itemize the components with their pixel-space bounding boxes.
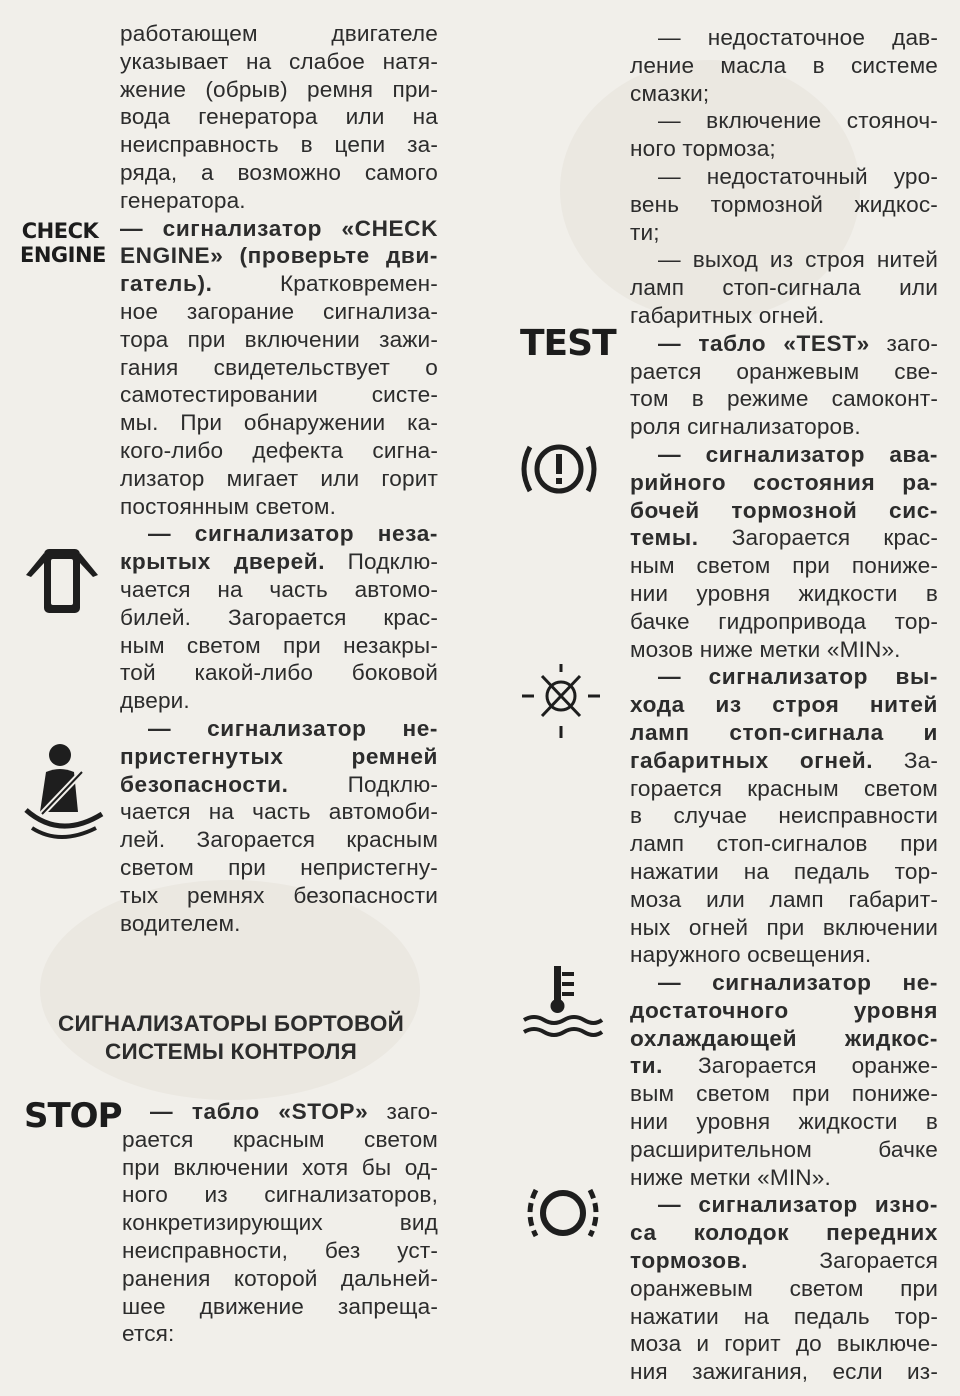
text-line: ранения которой дальней- <box>122 1265 438 1291</box>
text-line: в случае неисправности <box>630 803 938 829</box>
text-line: неисправности, без уст- <box>122 1237 438 1263</box>
seatbelt-icon <box>20 742 108 846</box>
text-line: роля сигнализаторов. <box>630 414 861 440</box>
text-line: рается красным светом <box>122 1126 438 1152</box>
text-line <box>630 1247 938 1275</box>
section-heading <box>24 1010 438 1066</box>
text-fragment: заго- <box>886 330 938 356</box>
text-line: лей. Загорается красным <box>120 827 438 853</box>
coolant-title: достаточного уровня <box>630 997 938 1023</box>
text-line: ным светом при пониже- <box>630 553 938 579</box>
text-line: нажатии на педаль тор- <box>630 858 938 884</box>
text-line: бачке гидропривода тор- <box>630 608 938 634</box>
coolant-title: ти. <box>630 1053 664 1079</box>
text-line <box>122 1098 438 1126</box>
brake-title: темы. <box>630 525 699 551</box>
text-line: — недостаточный уро- <box>658 163 938 189</box>
text-line <box>630 1052 938 1080</box>
pads-title: тормозов. <box>630 1248 749 1274</box>
text-line: той какой-либо боковой <box>120 660 438 686</box>
text-line <box>120 270 438 298</box>
text-line: постоянным светом. <box>120 493 337 519</box>
text-line: чается на часть автомо- <box>120 576 438 602</box>
text-line: ти; <box>630 219 660 245</box>
brake-warning-icon <box>516 437 602 501</box>
text-line: наружного освещения. <box>630 942 872 968</box>
text-line: при включении хотя бы од- <box>122 1154 438 1180</box>
text-line: — включение стояноч- <box>658 108 938 134</box>
text-line <box>630 747 938 775</box>
text-fragment: Подклю- <box>347 771 438 797</box>
text-line: водителем. <box>120 910 241 936</box>
text-line: оранжевым светом при <box>630 1275 938 1301</box>
check-engine-title: ENGINE» (проверьте дви- <box>120 243 438 269</box>
text-line: жение (обрыв) ремня при- <box>120 76 438 102</box>
test-title: — табло «TEST» <box>658 330 870 356</box>
text-fragment: Загорается <box>819 1248 938 1274</box>
text-line: ламп стоп-сигнала или <box>630 275 938 301</box>
text-line <box>630 330 938 358</box>
text-fragment: Загорается крас- <box>731 525 938 551</box>
brake-title: — сигнализатор ава- <box>658 441 938 467</box>
text-line: нажатии на педаль тор- <box>630 1303 938 1329</box>
check-engine-title: гатель). <box>120 271 213 297</box>
text-line: шее движение запреща- <box>122 1293 438 1319</box>
text-line: генератора. <box>120 187 246 213</box>
stop-block <box>122 1098 438 1348</box>
text-line: двери. <box>120 688 190 714</box>
test-icon: TEST <box>520 323 616 364</box>
text-line: нии уровня жидкости в <box>630 580 938 606</box>
text-line: ниже метки «MIN». <box>630 1164 831 1190</box>
lamp-title: ламп стоп-сигнала и <box>630 719 938 745</box>
section-heading-line: СИГНАЛИЗАТОРЫ БОРТОВОЙ <box>58 1011 404 1036</box>
text-line: вода генератора или на <box>120 104 438 130</box>
text-line: ряда, а возможно самого <box>120 159 438 185</box>
text-line: самотестировании систе- <box>120 382 438 408</box>
text-line: ным светом при незакры- <box>120 632 438 658</box>
check-engine-title: — сигнализатор «CHECK <box>120 215 438 241</box>
lamp-title: хода из строя нитей <box>630 692 938 718</box>
text-line: ных огней при включении <box>630 914 938 940</box>
text-line <box>630 524 938 552</box>
text-line: ление масла в системе <box>630 52 938 78</box>
stop-icon: STOP <box>24 1096 122 1136</box>
door-title: — сигнализатор неза- <box>148 521 438 547</box>
coolant-title: — сигнализатор не- <box>658 970 938 996</box>
door-title: крытых дверей. <box>120 549 326 575</box>
text-line: ламп стоп-сигналов при <box>630 831 938 857</box>
text-line: чается на часть автомоби- <box>120 799 438 825</box>
coolant-level-icon <box>520 964 604 1038</box>
text-line: — недостаточное дав- <box>658 25 938 50</box>
belt-title: безопасности. <box>120 771 289 797</box>
text-line: тора при включении зажи- <box>120 326 438 352</box>
bulb-failure-icon <box>520 660 602 742</box>
text-line <box>120 771 438 799</box>
text-fragment: Кратковремен- <box>279 271 438 297</box>
check-engine-icon-line: ENGINE <box>20 243 106 267</box>
text-line: расширительном бачке <box>630 1136 938 1162</box>
right-column <box>630 24 938 1386</box>
brake-title: рийного состояния ра- <box>630 469 938 495</box>
text-line: лизатор мигает или горит <box>120 465 438 491</box>
text-line: ное загорание сигнализа- <box>120 298 438 324</box>
text-fragment: Загорается оранже- <box>698 1053 938 1079</box>
text-fragment: заго- <box>386 1099 438 1124</box>
text-fragment: Подклю- <box>347 549 438 575</box>
lamp-title: — сигнализатор вы- <box>658 664 938 690</box>
text-line: ется: <box>122 1321 175 1347</box>
text-line: билей. Загорается крас- <box>120 604 438 630</box>
lamp-title: габаритных огней. <box>630 747 874 773</box>
text-fragment: За- <box>903 747 938 773</box>
text-line: конкретизирующих вид <box>122 1210 438 1236</box>
text-line: том в режиме самоконт- <box>630 386 938 412</box>
left-column <box>120 20 438 937</box>
stop-title: — табло «STOP» <box>150 1099 369 1124</box>
text-line: горается красным светом <box>630 775 938 801</box>
check-engine-icon <box>20 219 106 267</box>
text-line: габаритных огней. <box>630 302 825 328</box>
text-line: вень тормозной жидкос- <box>630 191 938 217</box>
text-line: ного из сигнализаторов, <box>122 1182 438 1208</box>
text-line: вым светом при пониже- <box>630 1081 938 1107</box>
belt-title: — сигнализатор не- <box>148 715 438 741</box>
text-line: мы. При обнаружении ка- <box>120 410 438 436</box>
pads-title: са колодок передних <box>630 1220 938 1246</box>
text-line: смазки; <box>630 80 710 106</box>
text-line <box>120 548 438 576</box>
pads-title: — сигнализатор изно- <box>658 1192 938 1218</box>
text-line: — выход из строя нитей <box>658 247 938 273</box>
text-line: ния зажигания, если из- <box>630 1359 938 1385</box>
text-line: указывает на слабое натя- <box>120 48 438 74</box>
text-line: моза или ламп габарит- <box>630 886 938 912</box>
text-line: гания свидетельствует о <box>120 354 438 380</box>
check-engine-icon-line: CHECK <box>21 219 99 243</box>
text-line: неисправность в цепи за- <box>120 132 438 158</box>
brake-pad-wear-icon <box>520 1178 606 1248</box>
section-heading-line: СИСТЕМЫ КОНТРОЛЯ <box>105 1039 357 1064</box>
text-line: ного тормоза; <box>630 136 776 162</box>
text-line: светом при непристегну- <box>120 854 438 880</box>
coolant-title: охлаждающей жидкос- <box>630 1025 938 1051</box>
belt-title: пристегнутых ремней <box>120 743 438 769</box>
text-line: мозов ниже метки «MIN». <box>630 636 901 662</box>
brake-title: бочей тормозной сис- <box>630 497 938 523</box>
text-line: моза и горит до выключе- <box>630 1331 938 1357</box>
text-line: работающем двигателе <box>120 21 438 46</box>
open-door-icon <box>22 545 102 617</box>
text-line: рается оранжевым све- <box>630 358 938 384</box>
text-line: нии уровня жидкости в <box>630 1109 938 1135</box>
text-line: кого-либо дефекта сигна- <box>120 437 438 463</box>
text-line: тых ремнях безопасности <box>120 882 438 908</box>
